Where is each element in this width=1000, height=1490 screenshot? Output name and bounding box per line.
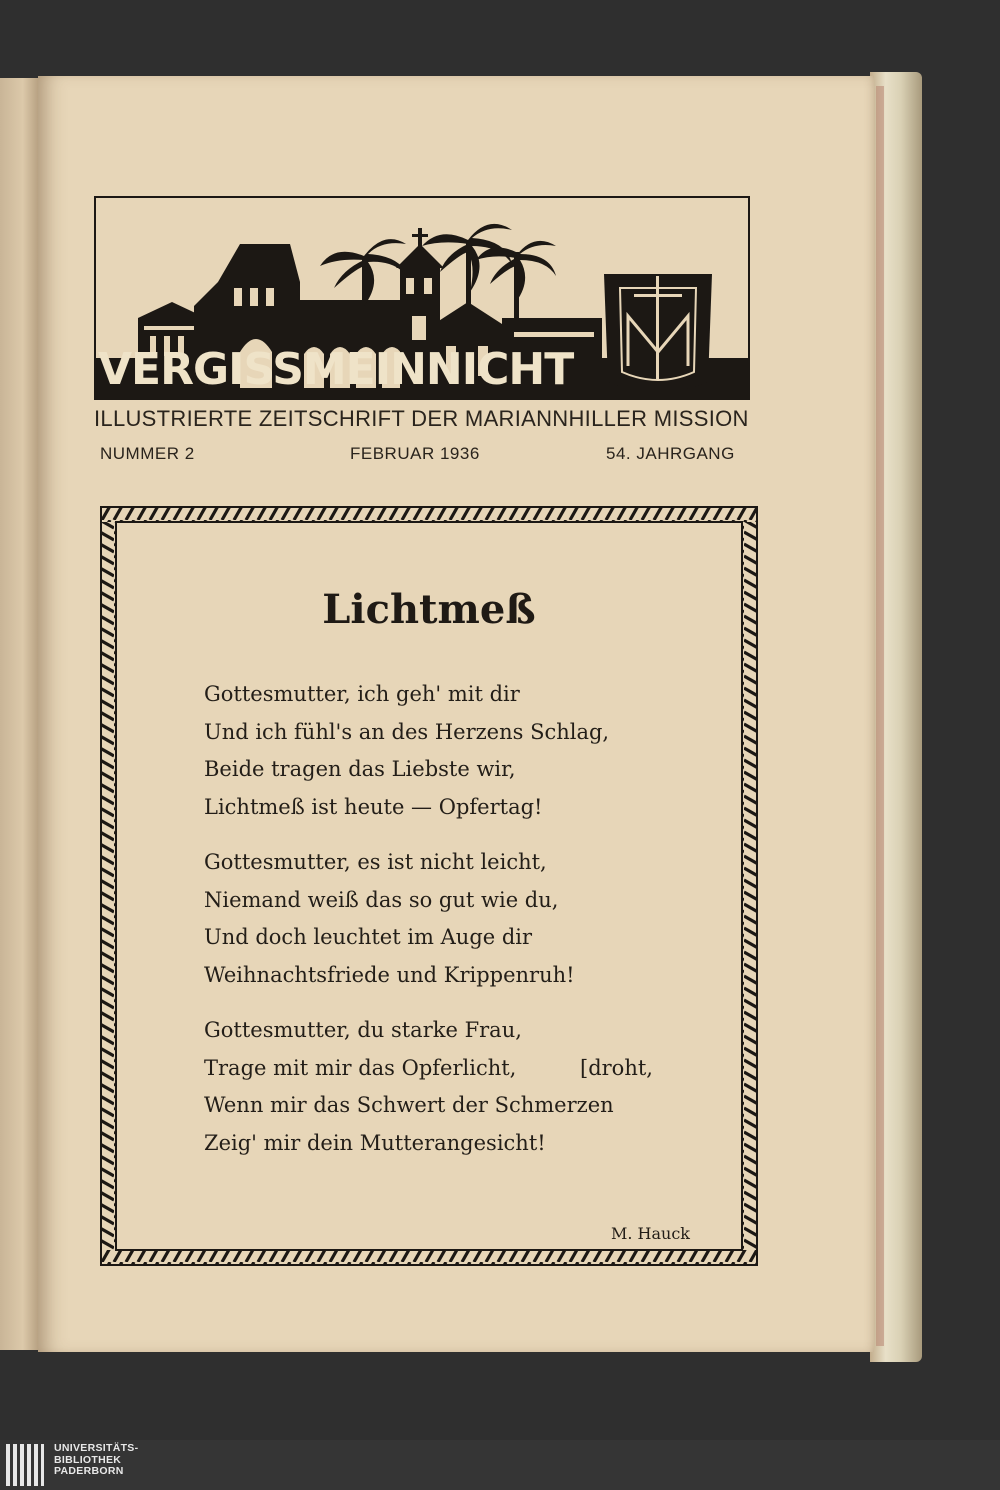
- poem-line: Gottesmutter, ich geh' mit dir: [204, 682, 520, 706]
- poem-line-text: Trage mit mir das Opferlicht,: [204, 1055, 517, 1080]
- poem-stanza: [204, 844, 664, 994]
- magazine-page: [38, 76, 874, 1352]
- poem-stanza: [204, 1012, 664, 1162]
- magazine-subtitle: ILLUSTRIERTE ZEITSCHRIFT DER MARIANNHILLER MISSION: [94, 406, 749, 431]
- volume-number: 54. JAHRGANG: [606, 444, 735, 463]
- poem-title: Lichtmeß: [322, 586, 536, 633]
- library-name: [54, 1443, 194, 1478]
- issue-number: NUMMER 2: [100, 444, 195, 463]
- book-edge-stripe: [876, 86, 884, 1346]
- poem-line: Und ich fühl's an des Herzens Schlag,: [204, 719, 610, 744]
- library-logo-icon: [4, 1442, 46, 1488]
- poem-author: M. Hauck: [610, 1224, 690, 1243]
- issue-date: FEBRUAR 1936: [350, 444, 480, 463]
- poem-body: [204, 676, 664, 1180]
- poem-line: Lichtmeß ist heute — Opfertag!: [204, 794, 543, 819]
- poem-line: [204, 1050, 664, 1088]
- poem-stanza: [204, 676, 664, 826]
- library-name-line: PADERBORN: [54, 1465, 124, 1477]
- poem-line: Weihnachtsfriede und Krippenruh!: [204, 962, 575, 987]
- library-name-line: BIBLIOTHEK: [54, 1453, 122, 1466]
- poem-line: Und doch leuchtet im Auge dir: [204, 925, 533, 949]
- poem-line: Niemand weiß das so gut wie du,: [204, 887, 559, 912]
- poem-line: Gottesmutter, du starke Frau,: [204, 1018, 522, 1042]
- poem-frame: [100, 506, 758, 1266]
- poem-overflow-word: [droht,: [580, 1055, 653, 1080]
- magazine-title: VERGISSMEINNICHT: [98, 344, 574, 395]
- poem-line: Wenn mir das Schwert der Schmerzen: [204, 1093, 614, 1117]
- previous-page-edge: [0, 78, 38, 1350]
- poem-line: Gottesmutter, es ist nicht leicht,: [204, 850, 547, 874]
- poem-line: Zeig' mir dein Mutterangesicht!: [204, 1130, 546, 1155]
- issue-info: [100, 444, 756, 468]
- library-name-line: UNIVERSITÄTS-: [54, 1442, 139, 1454]
- poem-line: Beide tragen das Liebste wir,: [204, 757, 516, 781]
